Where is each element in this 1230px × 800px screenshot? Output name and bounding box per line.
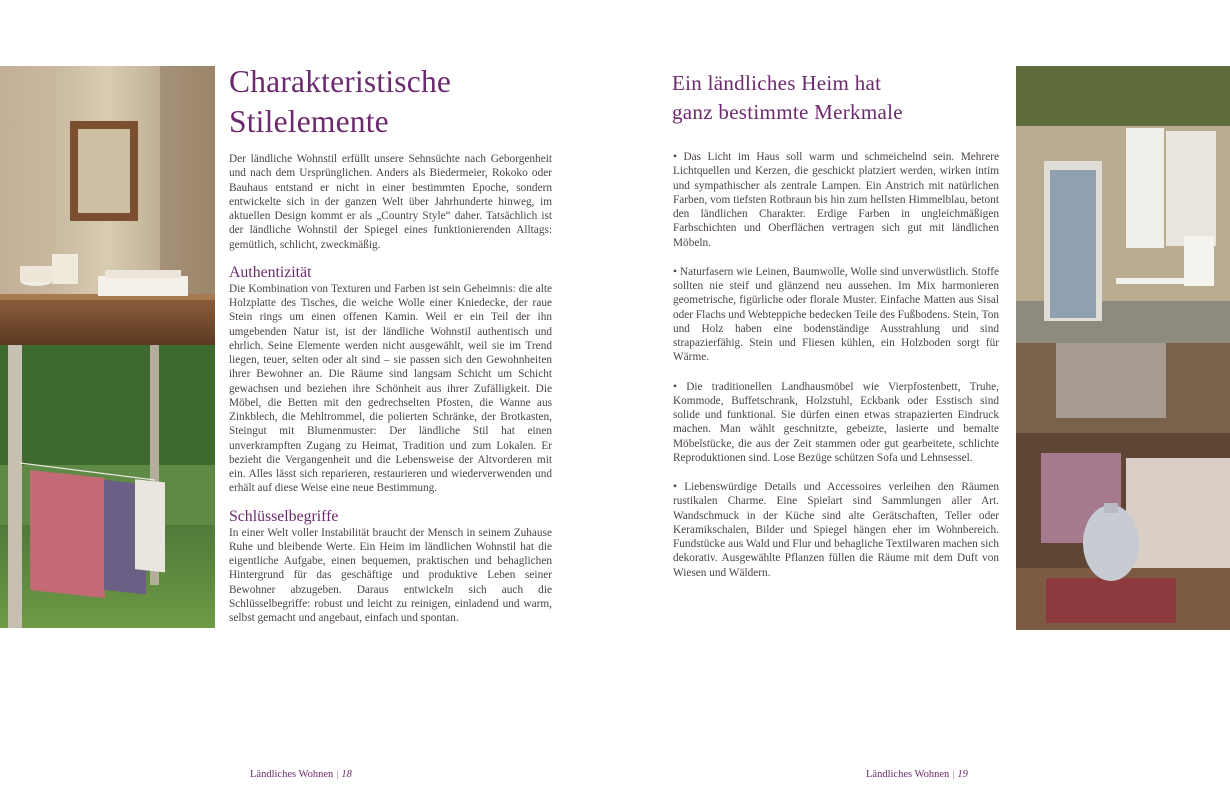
footer-book-title: Ländliches Wohnen xyxy=(250,769,334,780)
photo-rugs-on-line xyxy=(0,345,215,628)
left-page-footer xyxy=(250,769,352,780)
left-page-title xyxy=(229,62,559,142)
photo-rustic-table-mirror xyxy=(0,66,215,345)
section-paragraph-schluesselbegriffe: In einer Welt voller Instabilität braucht der Mensch in seinem Zuhause Ruhe und bleibende Werte. Ein Heim im ländlichen Wohnstil hat die eigentliche Aufgabe, einen bequemen, praktischen und behaglichen Hintergrund für das geschäftige und produktive Leben seiner Bewohner abzugeben. Daraus entwickeln sich auch die Schlüsselbegriffe: robust und leicht zu reinigen, einladend und warm, selbst gemacht und angebaut, einfach und spontan. xyxy=(229,526,552,624)
page-number: 19 xyxy=(957,769,968,780)
right-page-title xyxy=(672,69,1002,127)
footer-separator: | xyxy=(952,769,955,780)
right-body-column xyxy=(673,150,999,580)
section-paragraph-authentizitaet: Die Kombination von Texturen und Farben ist sein Geheimnis: die alte Holzplatte des Tisches, die weiche Wolle einer Kniedecke, der raue Stein rings um einen offenen Kamin. Weil er ein Teil der ihn umgebenden Natur ist, ist der ländliche Wohnstil authentisch und ehrlich. Seine Elemente werden nicht ausgewählt, weil sie im Trend liegen, teuer, selten oder alt sind – sie passen sich den Gewohnheiten ihrer Bewohner an. Die Räume sind langsam Schicht um Schicht gewachsen und beziehen ihre Schönheit aus ihrer Zufälligkeit. Die Möbel, die Betten mit den gedrechselten Pfosten, die Wanne aus Zinkblech, die Mehltrommel, die polierten Schränke, der Brotkasten, Steingut mit Blumenmuster: Der ländliche Stil hat einen unverkrampften Zugang zu Heimat, Tradition und zum Lokalen. Er bezieht die Vergangenheit und die Lebensweise der Altvorderen mit ein. Alles lässt sich reparieren, restaurieren und wiederverwenden und erhält auf diese Weise eine neue Bestimmung. xyxy=(229,282,552,495)
page-number: 18 xyxy=(341,769,352,780)
intro-paragraph: Der ländliche Wohnstil erfüllt unsere Sehnsüchte nach Geborgenheit und nach dem Ursprünglichen. Anders als Biedermeier, Rokoko oder Bauhaus entstand er nicht in einer bestimmten Epoche, sondern entwickelte sich in der ganzen Welt über Jahrhunderte hinweg, im aktuellen Design kommt er als „Country Style“ daher. Tatsächlich ist der ländliche Wohnstil der Spiegel eines funktionierenden Alltags: gemütlich, schlicht, zweckmäßig. xyxy=(229,153,552,251)
left-title-line2: Stilelemente xyxy=(229,104,389,139)
bullet-paragraph: • Liebenswürdige Details und Accessoires verleihen den Räumen rustikalen Charme. Eine Spielart sind Sammlungen aller Art. Wandschmuck in der Küche sind alte Gerätschaften, Teller oder Keramikschalen, Bilder und Spiegel hängen eher im Wohnbereich. Fundstücke aus Wald und Flur und behagliche Textilwaren machen sich dekorativ. Ausgewählte Pflanzen füllen die Räume mit dem Duft von Wiesen und Wäldern. xyxy=(673,481,999,579)
bullet-paragraph: • Naturfasern wie Leinen, Baumwolle, Wolle sind unverwüstlich. Stoffe sollten nie steif und glänzend neu aussehen. Im Mix harmonieren geometrische, figürliche oder florale Muster. Einfache Matten aus Sisal oder Flachs und Webteppiche bedecken Teile des Fußbodens. Stein, Ton und Holz haben eine bodenständige Ausstrahlung und sind strapazierfähig. Stein und Fliesen kühlen, ein Holzboden sorgt für Wärme. xyxy=(673,265,999,364)
right-title-line2: ganz bestimmte Merkmale xyxy=(672,100,903,124)
photo-teapot-sofa xyxy=(1016,343,1230,630)
left-title-line1: Charakteristische xyxy=(229,64,452,99)
section-heading-authentizitaet: Authentizität xyxy=(229,263,312,281)
bullet-paragraph: • Die traditionellen Landhausmöbel wie Vierpfostenbett, Truhe, Kommode, Buffetschrank, Holzstuhl, Eckbank oder Esstisch sind solide und funktional. Sie dürfen einen etwas strapazierten Eindruck machen. Man wählt geschnitzte, gebeizte, lasierte und bemalte Möbelstücke, die aus der Zeit stammen oder gut gearbeitete, schlichte Reproduktionen sind. Lose Bezüge schützen Sofa und Lehnsessel. xyxy=(673,380,999,464)
photo-blue-door-house xyxy=(1016,66,1230,343)
footer-book-title: Ländliches Wohnen xyxy=(866,769,950,780)
left-body-column xyxy=(229,152,552,625)
section-heading-schluesselbegriffe: Schlüsselbegriffe xyxy=(229,507,339,525)
footer-separator: | xyxy=(336,769,339,780)
bullet-paragraph: • Das Licht im Haus soll warm und schmeichelnd sein. Mehrere Lichtquellen und Kerzen, die geschickt platziert werden, wirken intim und sympathischer als zentrale Lampen. Ein Anstrich mit natürlichen Farben, vom tiefsten Rotbraun bis hin zum hellsten Himmelblau, betont den ländlichen Charakter. Erdige Farben in ungleichmäßigen Farbschichten und Oberflächen vertragen sich gut mit ländlichen Möbeln. xyxy=(673,151,999,249)
right-title-line1: Ein ländliches Heim hat xyxy=(672,71,882,95)
right-page-footer xyxy=(866,769,968,780)
